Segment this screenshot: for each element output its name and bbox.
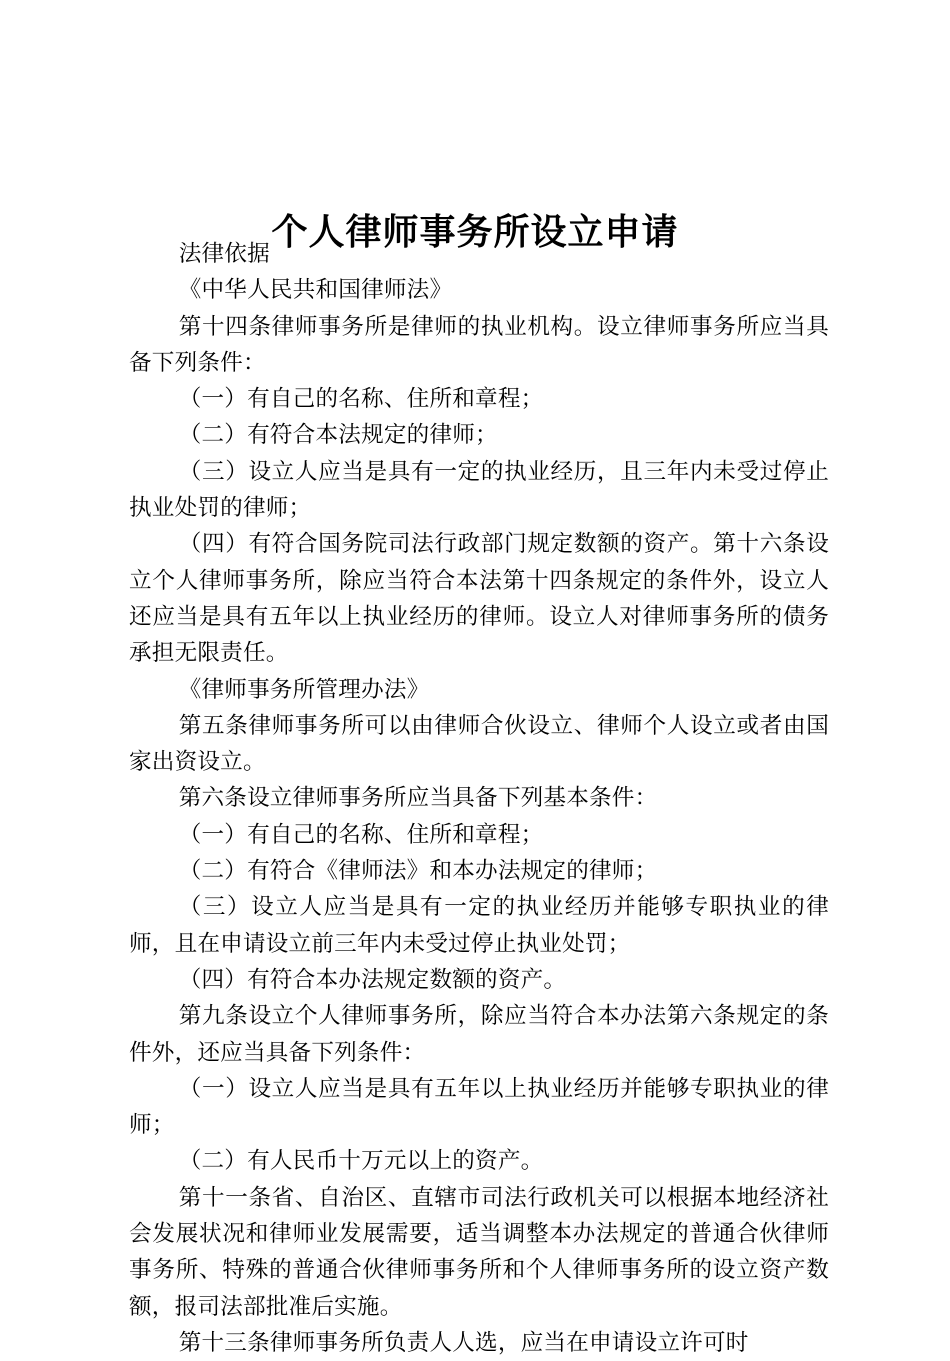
paragraph-article-14: 第十四条律师事务所是律师的执业机构。设立律师事务所应当具备下列条件： — [129, 313, 829, 376]
paragraph-measures-title: 《律师事务所管理办法》 — [178, 676, 430, 703]
document-body — [129, 236, 829, 1361]
paragraph-item: （一）有自己的名称、住所和章程； — [178, 386, 544, 413]
paragraph-item: （四）有符合国务院司法行政部门规定数额的资产。第十六条设立个人律师事务所，除应当符合本法第十四条规定的条件外，设立人还应当是具有五年以上执业经历的律师。设立人对律师事务所的债务承担无限责任。 — [129, 531, 829, 667]
paragraph-legal-basis-heading: 法律依据 — [178, 241, 270, 267]
paragraph-item: （三）设立人应当是具有一定的执业经历，且三年内未受过停止执业处罚的律师； — [129, 458, 829, 522]
paragraph-item: （四）有符合本办法规定数额的资产。 — [178, 966, 567, 993]
paragraph-item: （三）设立人应当是具有一定的执业经历并能够专职执业的律师，且在申请设立前三年内未受过停止执业处罚； — [129, 894, 829, 957]
paragraph-item: （二）有符合《律师法》和本办法规定的律师； — [178, 858, 658, 885]
paragraph-article-13: 第十三条律师事务所负责人人选，应当在申请设立许可时 — [178, 1329, 749, 1356]
paragraph-law-title: 《中华人民共和国律师法》 — [178, 277, 453, 304]
paragraph-item: （二）有符合本法规定的律师； — [178, 422, 498, 449]
paragraph-article-9: 第九条设立个人律师事务所，除应当符合本办法第六条规定的条件外，还应当具备下列条件： — [129, 1003, 829, 1066]
paragraph-item: （二）有人民币十万元以上的资产。 — [178, 1148, 544, 1175]
paragraph-item: （一）设立人应当是具有五年以上执业经历并能够专职执业的律师； — [129, 1075, 829, 1139]
paragraph-article-5: 第五条律师事务所可以由律师合伙设立、律师个人设立或者由国家出资设立。 — [129, 712, 829, 776]
paragraph-item: （一）有自己的名称、住所和章程； — [178, 821, 544, 848]
paragraph-article-6: 第六条设立律师事务所应当具备下列基本条件： — [178, 785, 658, 812]
document-title: 个人律师事务所设立申请 — [271, 211, 679, 254]
paragraph-article-11: 第十一条省、自治区、直辖市司法行政机关可以根据本地经济社会发展状况和律师业发展需要，适当调整本办法规定的普通合伙律师事务所、特殊的普通合伙律师事务所和个人律师事务所的设立资产数额，报司法部批准后实施。 — [129, 1184, 829, 1320]
